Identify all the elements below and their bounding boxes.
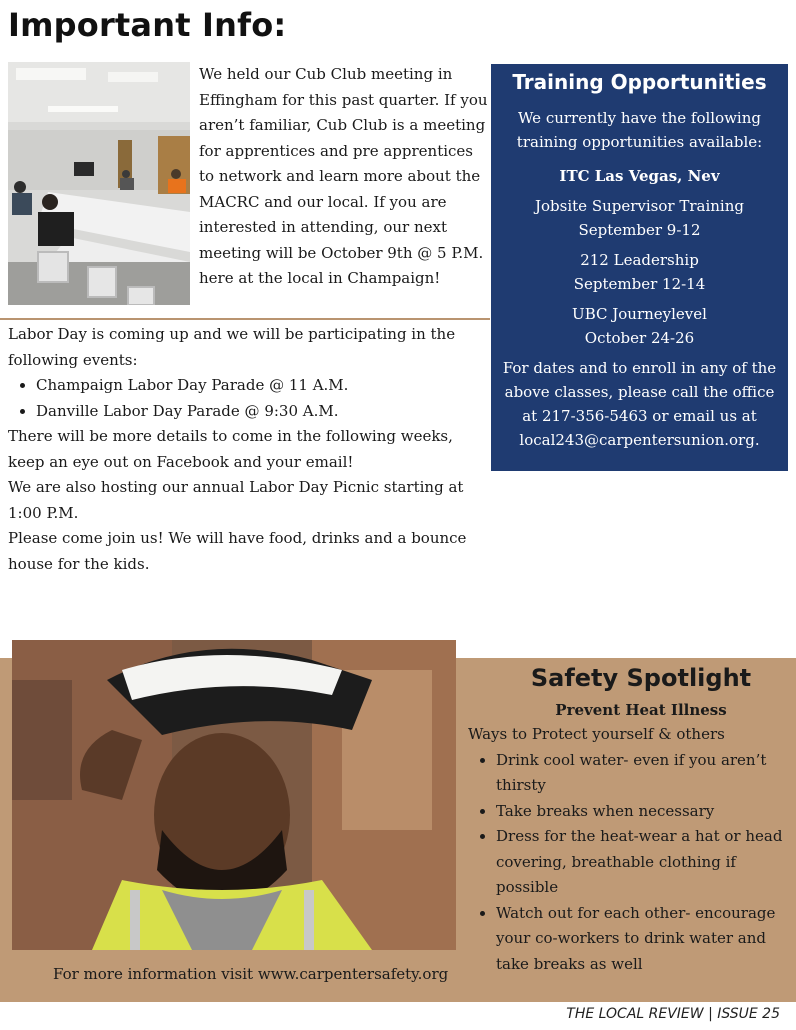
course-dates: September 9-12 [578,221,701,239]
list-item: • Watch out for each other- encourage your co-workers to drink water and take breaks as well [496,901,790,978]
course-item [499,302,780,350]
list-item: • Dress for the heat-wear a hat or head covering, breathable clothing if possible [496,824,790,901]
safety-tips-section [468,722,790,977]
training-opportunities-box [491,64,788,471]
issue-footer: THE LOCAL REVIEW | ISSUE 25 [566,1006,780,1022]
training-contact-info: For dates and to enroll in any of the above classes, please call the office at 217-356-5463 or email us at local243@carpentersunion.org. [502,359,777,449]
safety-intro: Ways to Protect yourself & others [468,725,725,743]
list-item: • Drink cool water- even if you aren’t thirsty [496,748,790,799]
labor-day-invite: Please come join us! We will have food, drinks and a bounce house for the kids. [8,529,467,573]
section-divider [0,318,490,320]
training-location: ITC Las Vegas, Nev [559,167,720,185]
list-item: • Danville Labor Day Parade @ 9:30 A.M. [36,399,478,425]
meeting-room-image [8,62,190,305]
safety-subheading: Prevent Heat Illness [555,701,727,719]
more-info-text: For more information visit www.carpentersafety.org [53,965,449,983]
course-item [499,248,780,296]
course-name: Jobsite Supervisor Training [535,197,744,215]
labor-day-picnic: We are also hosting our annual Labor Day Picnic starting at 1:00 P.M. [8,478,464,522]
list-item: • Take breaks when necessary [496,799,790,825]
labor-day-details: There will be more details to come in the following weeks, keep an eye out on Facebook and your email! [8,427,453,471]
meeting-room-photo [8,62,190,305]
course-dates: October 24-26 [584,329,695,347]
course-name: 212 Leadership [580,251,699,269]
course-dates: September 12-14 [573,275,706,293]
worker-heat-photo [12,640,456,950]
safety-tips-list [468,748,790,978]
worker-heat-image [12,640,456,950]
course-item [499,194,780,242]
list-item: • Champaign Labor Day Parade @ 11 A.M. [36,373,478,399]
training-intro: We currently have the following training opportunities available: [516,109,763,151]
training-heading: Training Opportunities [512,70,767,94]
labor-day-intro: Labor Day is coming up and we will be participating in the following events: [8,325,456,369]
course-name: UBC Journeylevel [572,305,707,323]
labor-day-events [8,373,478,424]
labor-day-section [8,322,478,577]
safety-heading: Safety Spotlight [530,664,752,692]
page-title: Important Info: [8,6,287,44]
cub-club-paragraph: We held our Cub Club meeting in Effingham for this past quarter. If you aren’t familiar, Cub Club is a meeting for apprentices and pre apprentices to network and learn more about the MACRC and our local. If you are interested in attending, our next meeting will be October 9th @ 5 P.M. here at the local in Champaign! [199,65,488,287]
